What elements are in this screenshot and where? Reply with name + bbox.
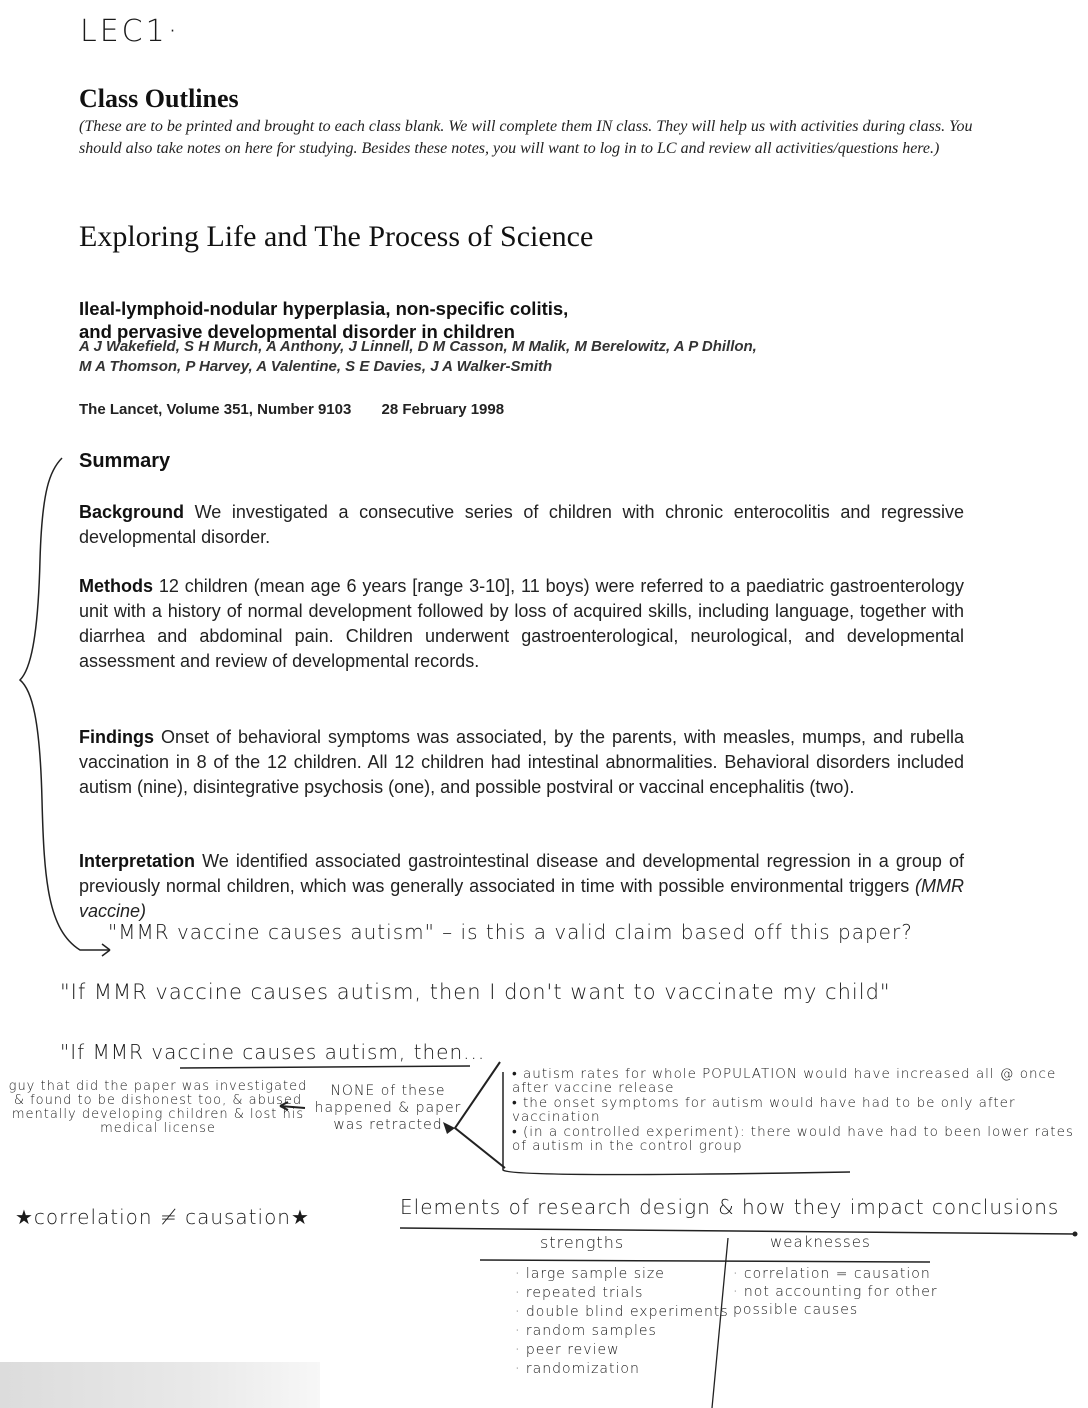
handwritten-consequences-list (512, 1068, 1087, 1155)
handwritten-elements-heading: Elements of research design & how they impact conclusions (400, 1195, 1060, 1219)
handwritten-claim-question: "MMR vaccine causes autism" – is this a valid claim based off this paper? (108, 920, 913, 944)
summary-title: Summary (79, 450, 171, 472)
weakness-item: · correlation = causation (733, 1266, 931, 1282)
handwritten-correlation-note: ★correlation ≠ causation★ (15, 1205, 310, 1229)
strength-item: · peer review (515, 1342, 620, 1358)
handwritten-none-happened: NONE of these happened & paper was retracted (314, 1083, 462, 1133)
strength-item: · double blind experiments (515, 1304, 729, 1320)
paper-title-line-2: and pervasive developmental disorder in children (79, 321, 515, 342)
class-outlines-title: Class Outlines (79, 84, 239, 113)
strength-item: · random samples (515, 1323, 657, 1339)
handwritten-lecture-label: LEC1· (80, 14, 181, 49)
authors-line-2: M A Thomson, P Harvey, A Valentine, S E Davies, J A Walker-Smith (79, 358, 553, 375)
handwritten-author-note: guy that did the paper was investigated & found to be dishonest too, & abused mentally developing children & lost his medical license (8, 1079, 308, 1136)
weaknesses-header: weaknesses (770, 1233, 871, 1251)
strength-item: · randomization (515, 1361, 640, 1377)
weaknesses-list (733, 1265, 938, 1319)
strength-item: · large sample size (515, 1266, 665, 1282)
section-title: Exploring Life and The Process of Science (79, 220, 594, 253)
scan-smudge (0, 1362, 320, 1408)
strengths-header: strengths (540, 1233, 625, 1252)
weakness-item: possible causes (733, 1302, 859, 1318)
interpretation-label: Interpretation (79, 851, 196, 871)
paper-title-line-1: Ileal-lymphoid-nodular hyperplasia, non-specific colitis, (79, 298, 569, 319)
findings-label: Findings (79, 727, 154, 747)
interpretation-italic: (MMR vaccine) (79, 876, 964, 921)
journal-info: The Lancet, Volume 351, Number 9103 (79, 401, 352, 418)
consequence-item: • autism rates for whole POPULATION would have increased all @ once after vaccine release (512, 1066, 1057, 1096)
weakness-item: · not accounting for other (733, 1284, 938, 1300)
background-text: We investigated a consecutive series of children with chronic enterocolitis and regressive developmental disorder. (79, 502, 964, 547)
consequence-item: • (in a controlled experiment): there would have had to been lower rates of autism in the control group (512, 1124, 1074, 1154)
methods-label: Methods (79, 576, 153, 596)
background-label: Background (79, 502, 185, 522)
handwritten-if-statement-1: "If MMR vaccine causes autism, then I don't want to vaccinate my child" (60, 980, 891, 1004)
class-outlines-note: (These are to be printed and brought to each class blank. We will complete them IN class. They will help us with activities during class. You should also take notes on here for studying. Besides these notes, you will want to log in to LC and review all activities/questions here.) (79, 118, 973, 157)
findings-text: Onset of behavioral symptoms was associated, by the parents, with measles, mumps, and rubella vaccination in 8 of the 12 children. All 12 children had intestinal abnormalities. Behavioral disorders included autism (nine), disintegrative psychosis (one), and possible postviral or vaccinal encephalitis (two). (79, 727, 964, 797)
authors-line-1: A J Wakefield, S H Murch, A Anthony, J Linnell, D M Casson, M Malik, M Berelowitz, A P Dhillon, (79, 338, 757, 355)
interpretation-text: We identified associated gastrointestinal disease and developmental regression in a group of previously normal children, which was generally associated in time with possible environmental triggers (79, 851, 964, 896)
strengths-list (515, 1265, 729, 1379)
strength-item: · repeated trials (515, 1285, 644, 1301)
methods-text: 12 children (mean age 6 years [range 3-10], 11 boys) were referred to a paediatric gastroenterology unit with a history of normal development followed by loss of acquired skills, including language, together with diarrhea and abdominal pain. Children underwent gastroenterological, neurological, and developmental assessment and review of developmental records. (79, 576, 964, 671)
consequence-item: • the onset symptoms for autism would have had to be only after vaccination (512, 1095, 1016, 1125)
handwritten-if-statement-2: "If MMR vaccine causes autism, then... (60, 1040, 486, 1064)
publication-date: 28 February 1998 (381, 401, 505, 418)
